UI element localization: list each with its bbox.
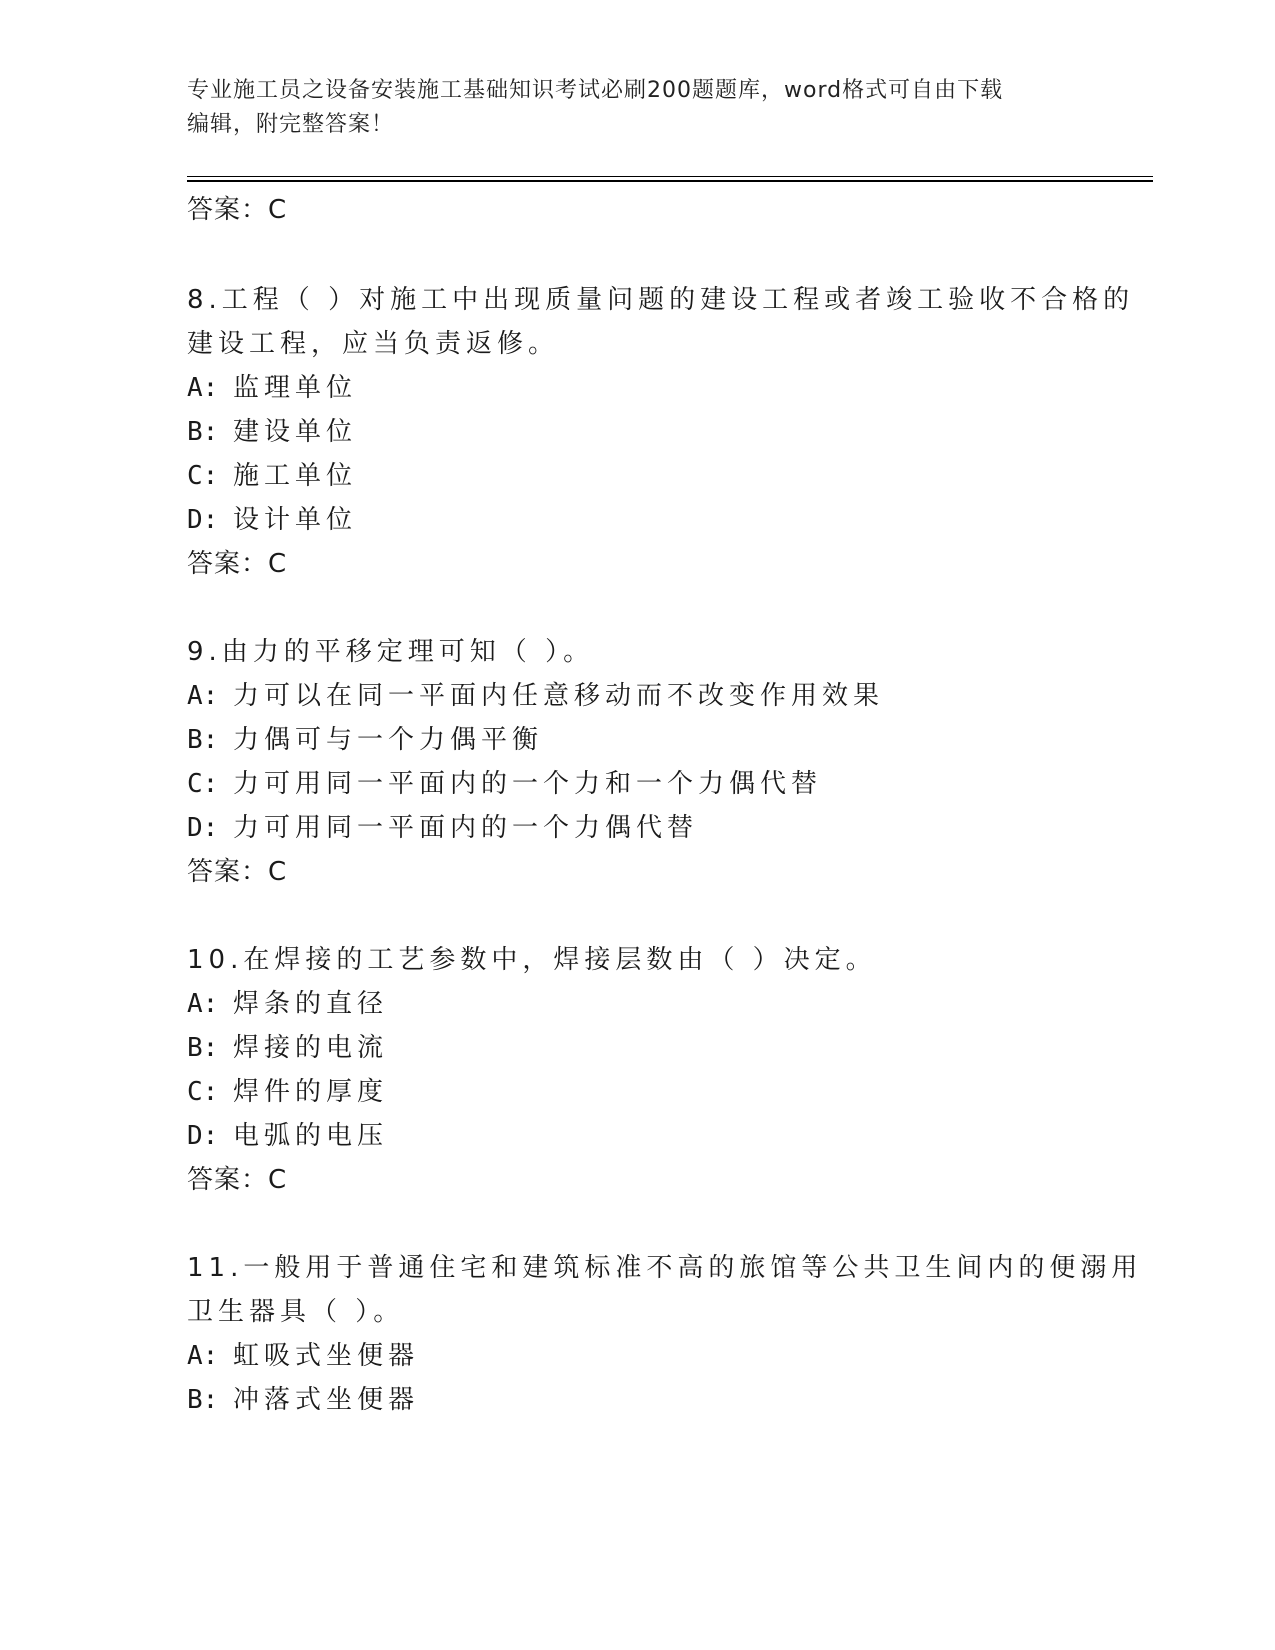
option-letter: A: xyxy=(187,989,219,1019)
question-text-continued: 建设工程，应当负责返修。 xyxy=(187,329,560,359)
option-b xyxy=(187,1031,388,1065)
option-letter: B: xyxy=(187,725,219,755)
header-line-2: 编辑，附完整答案！ xyxy=(187,112,395,137)
option-letter: C: xyxy=(187,461,219,491)
option-text: 焊接的电流 xyxy=(233,1033,389,1063)
option-letter: A: xyxy=(187,1341,219,1371)
answer-line: 答案：C xyxy=(187,857,288,887)
option-text: 焊条的直径 xyxy=(233,989,389,1019)
option-b xyxy=(187,723,543,757)
option-text: 监理单位 xyxy=(233,373,358,403)
option-letter: D: xyxy=(187,813,219,843)
option-text: 虹吸式坐便器 xyxy=(233,1341,420,1371)
option-letter: D: xyxy=(187,1121,219,1151)
option-c xyxy=(187,767,822,801)
option-d xyxy=(187,811,698,845)
option-a xyxy=(187,1339,419,1373)
option-letter: B: xyxy=(187,417,219,447)
option-text: 施工单位 xyxy=(233,461,358,491)
question-text-continued: 卫生器具（ ）。 xyxy=(187,1297,405,1327)
option-text: 建设单位 xyxy=(233,417,358,447)
option-d xyxy=(187,503,357,537)
option-letter: B: xyxy=(187,1385,219,1415)
question-text: 8.工程（ ）对施工中出现质量问题的建设工程或者竣工验收不合格的 xyxy=(187,285,1135,315)
option-text: 焊件的厚度 xyxy=(233,1077,389,1107)
option-letter: C: xyxy=(187,1077,219,1107)
option-b xyxy=(187,1383,419,1417)
option-text: 力可用同一平面内的一个力和一个力偶代替 xyxy=(233,769,823,799)
option-letter: B: xyxy=(187,1033,219,1063)
option-text: 力偶可与一个力偶平衡 xyxy=(233,725,544,755)
option-letter: A: xyxy=(187,681,219,711)
answer-line: 答案：C xyxy=(187,549,288,579)
header-divider-thin xyxy=(187,176,1153,177)
option-c xyxy=(187,459,357,493)
document-header xyxy=(187,74,1077,142)
option-letter: C: xyxy=(187,769,219,799)
option-a xyxy=(187,679,884,713)
option-d xyxy=(187,1119,388,1153)
answer-line: 答案：C xyxy=(187,195,288,225)
question-text: 11.一般用于普通住宅和建筑标准不高的旅馆等公共卫生间内的便溺用 xyxy=(187,1253,1143,1283)
option-a xyxy=(187,987,388,1021)
option-letter: D: xyxy=(187,505,219,535)
header-line-1: 专业施工员之设备安装施工基础知识考试必刷200题题库，word格式可自由下载 xyxy=(187,78,1004,103)
option-letter: A: xyxy=(187,373,219,403)
option-c xyxy=(187,1075,388,1109)
option-text: 力可以在同一平面内任意移动而不改变作用效果 xyxy=(233,681,885,711)
option-text: 设计单位 xyxy=(233,505,358,535)
option-text: 力可用同一平面内的一个力偶代替 xyxy=(233,813,699,843)
option-text: 电弧的电压 xyxy=(233,1121,389,1151)
answer-line: 答案：C xyxy=(187,1165,288,1195)
header-divider-thick xyxy=(187,180,1153,182)
option-text: 冲落式坐便器 xyxy=(233,1385,420,1415)
question-text: 10.在焊接的工艺参数中，焊接层数由（ ）决定。 xyxy=(187,945,877,975)
option-b xyxy=(187,415,357,449)
option-a xyxy=(187,371,357,405)
question-text: 9.由力的平移定理可知（ ）。 xyxy=(187,637,595,667)
